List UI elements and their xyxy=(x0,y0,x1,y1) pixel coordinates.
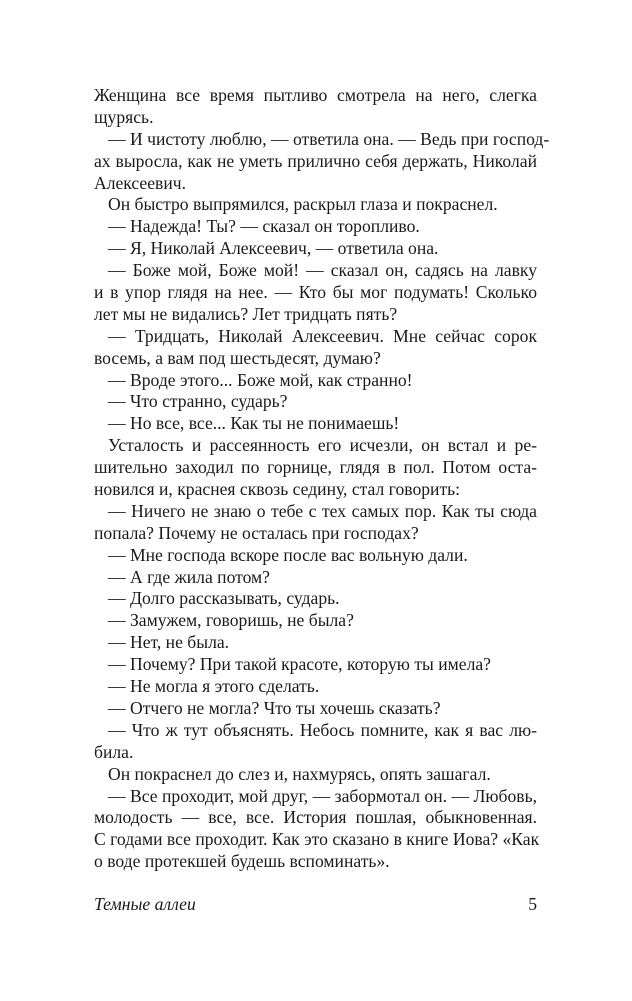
text-line: — Замужем, говоришь, не была? xyxy=(108,610,354,631)
text-line: — Не могла я этого сделать. xyxy=(108,676,320,697)
text-line: попала? Почему не осталась при господах? xyxy=(94,522,419,543)
text-line: — Надежда! Ты? — сказал он торопливо. xyxy=(108,216,420,237)
text-line: — Но все, все... Как ты не понимаешь! xyxy=(108,413,400,434)
text-line: — Почему? При такой красоте, которую ты имела? xyxy=(108,654,491,675)
text-line: ах выросла, как не уметь прилично себя держать, Николай xyxy=(94,150,537,171)
page-number: 5 xyxy=(528,894,537,914)
text-line: — И чистоту люблю, — ответила она. — Ведь при господ- xyxy=(108,128,550,149)
text-line: Усталость и рассеянность его исчезли, он встал и ре- xyxy=(108,435,537,456)
text-line: лет мы не видались? Лет тридцать пять? xyxy=(94,303,398,324)
text-line: С годами все проходит. Как это сказано в книге Иова? «Как xyxy=(94,829,540,850)
text-line: — Все проходит, мой друг, — забормотал он. — Любовь, xyxy=(108,785,537,806)
text-line: — Я, Николай Алексеевич, — ответила она. xyxy=(108,238,439,259)
text-line: Он быстро выпрямился, раскрыл глаза и покраснел. xyxy=(108,194,498,215)
text-line: — Нет, не была. xyxy=(108,632,230,653)
text-line: восемь, а вам под шестьдесят, думаю? xyxy=(94,347,381,368)
text-line: о воде протекшей будешь вспоминать». xyxy=(94,851,390,872)
body-text xyxy=(94,85,550,873)
text-line: молодость — все, все. История пошлая, обыкновенная. xyxy=(94,807,537,828)
text-line: — А где жила потом? xyxy=(108,566,270,587)
text-line: Алексеевич. xyxy=(94,172,187,193)
text-line: — Что странно, сударь? xyxy=(108,391,288,412)
text-line: Женщина все время пытливо смотрела на него, слегка xyxy=(94,85,537,105)
text-line: — Ничего не знаю о тебе с тех самых пор. Как ты сюда xyxy=(108,500,537,521)
text-line: щурясь. xyxy=(94,106,154,127)
page-footer xyxy=(94,891,537,917)
text-line: — Тридцать, Николай Алексеевич. Мне сейчас сорок xyxy=(108,325,537,346)
text-line: — Мне господа вскоре после вас вольную дали. xyxy=(108,544,468,565)
text-line: Он покраснел до слез и, нахмурясь, опять зашагал. xyxy=(108,763,491,784)
text-line: — Вроде этого... Боже мой, как странно! xyxy=(108,369,413,390)
text-line: — Долго рассказывать, сударь. xyxy=(108,588,340,609)
text-line: и в упор глядя на нее. — Кто бы мог подумать! Сколько xyxy=(94,282,537,303)
text-line: била. xyxy=(94,741,134,762)
text-line: — Боже мой, Боже мой! — сказал он, садясь на лавку xyxy=(108,260,537,281)
text-line: — Отчего не могла? Что ты хочешь сказать? xyxy=(108,697,441,718)
text-line: шительно заходил по горнице, глядя в пол. Потом оста- xyxy=(94,457,537,478)
text-line: — Что ж тут объяснять. Небось помните, как я вас лю- xyxy=(108,719,537,740)
text-line: новился и, краснея сквозь седину, стал говорить: xyxy=(94,479,461,500)
running-title: Темные аллеи xyxy=(94,894,196,914)
